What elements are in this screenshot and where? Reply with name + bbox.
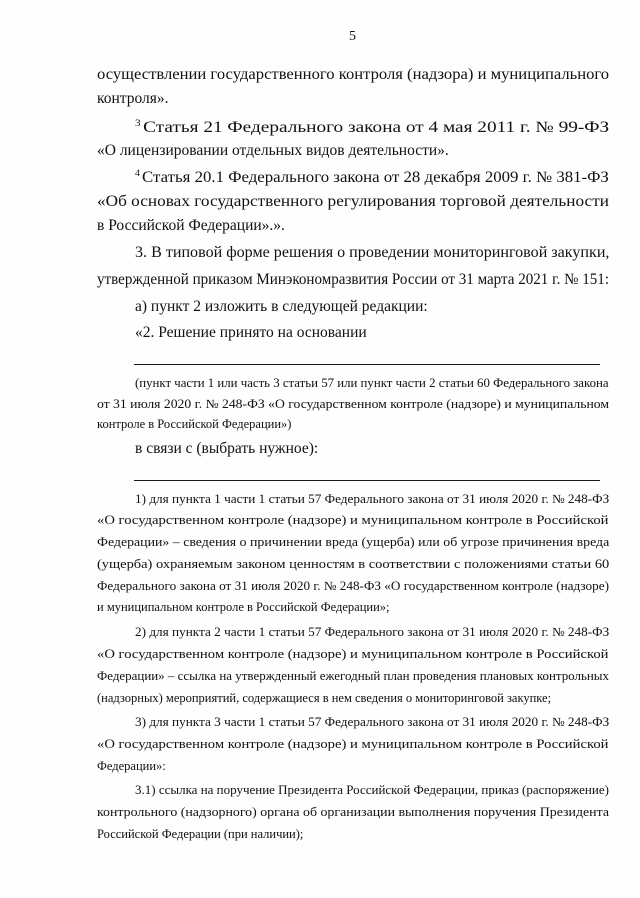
body-line: 1) для пункта 1 части 1 статьи 57 Федерального закона от 31 июля 2020 г. № 248-ФЗ [135, 492, 610, 506]
body-line: 3.1) ссылка на поручение Президента Российской Федерации, приказ (распоряжение) [135, 783, 609, 797]
text-line: «Об основах государственного регулирования торговой деятельности [97, 193, 609, 210]
body-line: «О государственном контроле (надзоре) и муниципальном контроле в Российской [97, 737, 609, 751]
text-line: контроля». [97, 90, 169, 107]
footnote-text: Статья 20.1 Федерального закона от 28 декабря 2009 г. № 381-ФЗ [142, 169, 609, 187]
body-line: Федерального закона от 31 июля 2020 г. № 248-ФЗ «О государственном контроле (надзоре) [97, 579, 609, 593]
note-line: (пункт части 1 или часть 3 статьи 57 или пункт части 2 статьи 60 Федерального закона [135, 376, 609, 390]
blank-fill-line [134, 364, 600, 365]
text-line: а) пункт 2 изложить в следующей редакции: [135, 298, 428, 315]
body-line: 2) для пункта 2 части 1 статьи 57 Федерального закона от 31 июля 2020 г. № 248-ФЗ [135, 625, 610, 639]
footnote-text: Статья 21 Федерального закона от 4 мая 2011 г. № 99-ФЗ [143, 119, 610, 137]
body-line: и муниципальном контроле в Российской Федерации»; [97, 600, 390, 614]
body-line: «О государственном контроле (надзоре) и муниципальном контроле в Российской [97, 513, 609, 527]
body-line: «О государственном контроле (надзоре) и муниципальном контроле в Российской [97, 647, 609, 661]
text-line: утвержденной приказом Минэкономразвития России от 31 марта 2021 г. № 151: [97, 271, 610, 288]
body-line: (надзорных) мероприятий, содержащиеся в нем сведения о мониторинговой закупке; [97, 691, 552, 705]
body-line: (ущерба) охраняемым законом ценностям в соответствии с положениями статьи 60 [97, 557, 610, 571]
text-line: осуществлении государственного контроля (надзора) и муниципального [97, 66, 610, 83]
footnote-line [135, 119, 609, 136]
text-line: 3. В типовой форме решения о проведении мониторинговой закупки, [135, 244, 610, 261]
page-number: 5 [349, 29, 356, 44]
note-line: контроле в Российской Федерации») [97, 417, 292, 431]
body-line: контрольного (надзорного) органа об организации выполнения поручения Президента [97, 805, 610, 819]
body-line: Федерации» – сведения о причинении вреда (ущерба) или об угрозе причинения вреда [97, 535, 610, 549]
text-line: в Российской Федерации».». [97, 217, 285, 234]
text-line: «О лицензировании отдельных видов деятельности». [97, 142, 449, 159]
body-line: 3) для пункта 3 части 1 статьи 57 Федерального закона от 31 июля 2020 г. № 248-ФЗ [135, 715, 610, 729]
footnote-marker: 3 [135, 118, 141, 128]
footnote-line [135, 169, 609, 186]
note-line: от 31 июля 2020 г. № 248-ФЗ «О государственном контроле (надзоре) и муниципальном [97, 397, 610, 411]
body-line: Федерации» – ссылка на утвержденный ежегодный план проведения плановых контрольных [97, 669, 609, 683]
body-line: Российской Федерации (при наличии); [97, 827, 304, 841]
footnote-marker: 4 [135, 168, 140, 178]
text-line: «2. Решение принято на основании [135, 324, 367, 341]
body-line: Федерации»: [97, 759, 166, 773]
text-line: в связи с (выбрать нужное): [135, 440, 319, 457]
blank-fill-line [134, 480, 600, 481]
